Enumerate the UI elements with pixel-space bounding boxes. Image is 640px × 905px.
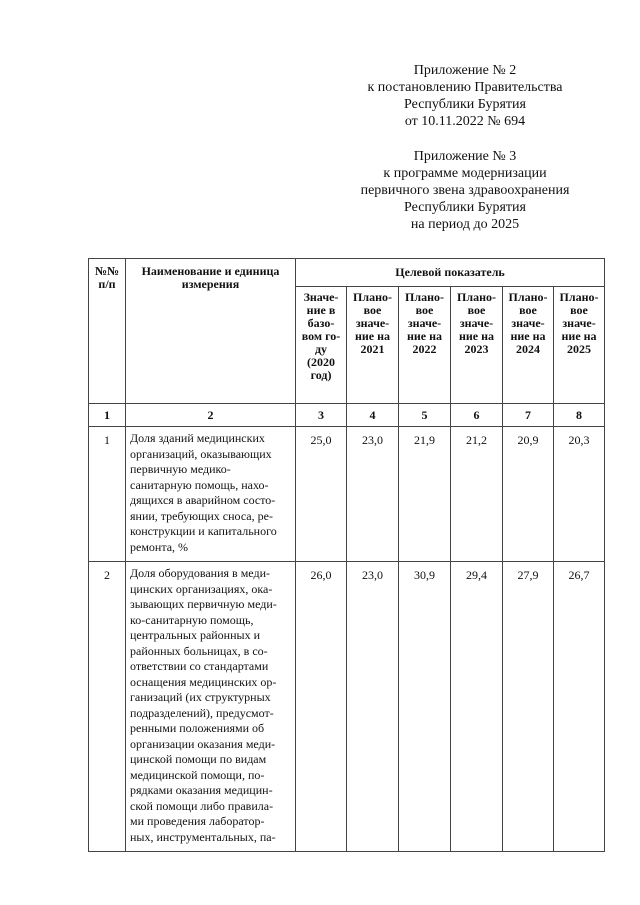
header-text: 2025 [567, 342, 592, 356]
name-line: центральных районных и [130, 628, 261, 642]
name-line: оснащения медицинских ор- [130, 674, 277, 689]
header-text: 2022 [412, 342, 437, 356]
appendix-2-header [300, 62, 630, 130]
column-number-row [89, 404, 605, 427]
header-text: Значе- [303, 290, 339, 304]
name-line: санитарную помощь, нахо- [130, 477, 269, 492]
value-cell: 26,7 [554, 562, 605, 852]
subheader-plan-2024 [503, 287, 554, 404]
header-text: Плано- [508, 290, 548, 304]
subheader-plan-2025 [554, 287, 605, 404]
value-cell: 29,4 [451, 562, 503, 852]
name-line: ской помощи либо правила- [130, 798, 274, 813]
header-text: Наименование и единица [141, 264, 280, 278]
header-text: год) [310, 368, 332, 382]
value-cell: 23,0 [347, 427, 399, 562]
header-text: №№ [94, 264, 120, 278]
name-line: ми проведения лаборатор- [130, 814, 265, 828]
header-text: Плано- [559, 290, 599, 304]
group-header: Целевой показатель [296, 259, 605, 287]
indicator-name [126, 427, 296, 562]
subheader-plan-2021 [347, 287, 399, 404]
name-line: дящихся в аварийном состо- [130, 493, 276, 507]
column-number: 7 [503, 404, 554, 427]
indicator-name [126, 562, 296, 852]
name-line: ренными положениями об [130, 721, 265, 735]
column-number: 3 [296, 404, 347, 427]
header-text: вое [415, 303, 434, 317]
target-indicators-table [88, 258, 605, 852]
header-text: вом го- [301, 329, 341, 343]
column-number: 2 [126, 404, 296, 427]
header-line: Республики Бурятия [404, 200, 526, 215]
col-num-header [89, 259, 126, 404]
header-line: первичного звена здравоохранения [360, 183, 570, 198]
header-text: 2024 [516, 342, 540, 356]
header-text: вое [467, 303, 486, 317]
header-text: значе- [407, 316, 442, 330]
header-text: ние на [561, 329, 597, 343]
header-text: измерения [181, 277, 240, 291]
header-text: вое [363, 303, 382, 317]
header-text: ние на [458, 329, 495, 343]
name-line: цинских организациях, ока- [130, 581, 273, 596]
name-line: зывающих первичную меди- [130, 597, 277, 611]
header-text: вое [519, 303, 537, 317]
name-line: цинской помощи по видам [130, 752, 267, 766]
name-line: конструкции и капитального [130, 524, 277, 538]
header-text: ние на [406, 329, 443, 343]
value-cell: 23,0 [347, 562, 399, 852]
header-text: значе- [355, 316, 390, 330]
header-text: п/п [98, 277, 116, 291]
name-line: организации оказания меди- [130, 736, 276, 751]
name-line: ко-санитарную помощь, [130, 612, 254, 627]
column-number: 8 [554, 404, 605, 427]
value-cell: 21,9 [399, 427, 451, 562]
name-line: ных, инструментальных, па- [130, 829, 276, 844]
name-line: Доля оборудования в меди- [130, 566, 270, 580]
value-cell: 26,0 [296, 562, 347, 852]
header-text: 2021 [360, 342, 385, 356]
header-line: к постановлению Правительства [367, 80, 563, 95]
name-line: ремонта, % [130, 539, 189, 554]
header-text: базо- [307, 316, 335, 330]
header-line: от 10.11.2022 № 694 [404, 114, 526, 129]
header-text: ду [314, 342, 328, 356]
header-line: Республики Бурятия [404, 97, 526, 112]
header-text: значе- [459, 316, 494, 330]
header-text: ние на [510, 329, 546, 343]
name-line: подразделений), предусмот- [130, 705, 274, 720]
header-text: Плано- [353, 290, 392, 304]
name-line: Доля зданий медицинских [130, 431, 265, 445]
header-line: Приложение № 3 [413, 149, 517, 164]
row-number: 1 [89, 427, 126, 562]
header-text: (2020 [307, 355, 335, 369]
name-line: ответствии со стандартами [130, 659, 269, 673]
table-row [89, 562, 605, 852]
col-name-header [126, 259, 296, 404]
header-text: значе- [562, 316, 596, 330]
header-text: 2023 [464, 342, 489, 356]
table-row [89, 427, 605, 562]
header-line: на период до 2025 [410, 217, 520, 232]
value-cell: 30,9 [399, 562, 451, 852]
name-line: ганизаций (их структурных [130, 690, 271, 704]
header-line: к программе модернизации [383, 166, 547, 181]
header-text: ние на [354, 329, 391, 343]
value-cell: 25,0 [296, 427, 347, 562]
name-line: рядками оказания медицин- [130, 783, 273, 797]
value-cell: 21,2 [451, 427, 503, 562]
name-line: первичную медико- [130, 462, 231, 476]
header-text: ние в [306, 303, 336, 317]
header-text: Плано- [405, 290, 444, 304]
subheader-plan-2023 [451, 287, 503, 404]
column-number: 4 [347, 404, 399, 427]
column-number: 6 [451, 404, 503, 427]
column-number: 1 [89, 404, 126, 427]
header-text: значе- [511, 316, 545, 330]
header-text: вое [570, 303, 588, 317]
row-number: 2 [89, 562, 126, 852]
value-cell: 20,3 [554, 427, 605, 562]
name-line: организаций, оказывающих [130, 446, 272, 461]
name-line: медицинской помощи, по- [130, 767, 265, 782]
name-line: янии, требующих сноса, ре- [130, 508, 273, 523]
header-text: Плано- [457, 290, 496, 304]
appendix-3-header [300, 148, 630, 233]
value-cell: 20,9 [503, 427, 554, 562]
subheader-base-2020 [296, 287, 347, 404]
name-line: районных больницах, в со- [130, 643, 268, 658]
value-cell: 27,9 [503, 562, 554, 852]
header-line: Приложение № 2 [413, 63, 517, 78]
subheader-plan-2022 [399, 287, 451, 404]
column-number: 5 [399, 404, 451, 427]
